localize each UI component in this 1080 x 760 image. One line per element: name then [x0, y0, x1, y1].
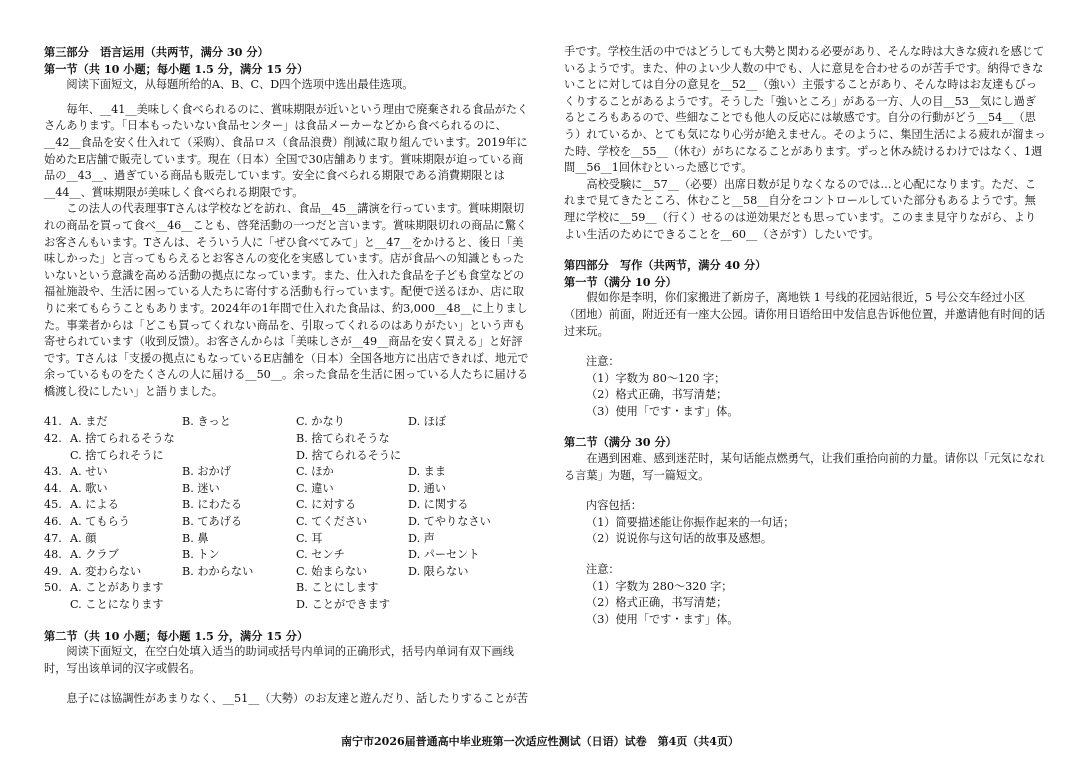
section1-instructions: 阅读下面短文，从每题所给的A、B、C、D四个选项中选出最佳选项。 — [66, 78, 414, 92]
content-label: 内容包括： — [586, 499, 642, 513]
option-row: 47. A. 顔 B. 鼻 C. 耳 D. 声 — [44, 531, 435, 545]
option-row: 50. A. ことがあります B. ことにします — [44, 581, 379, 595]
passage2-paragraph-1: 手です。学校生活の中ではどうしても大勢と関わる必要があり、そんな時は大きな疲れを感じているようです。また、仲のよい少人数の中でも、人に意見を合わせるのが苦手です。納得できないことに対しては自分の意見を__52__（強い）主張することがあり、そんな時はお友達もびっくりすることがあるようです。そうした「強いところ」がある一方、人の目__53__気にし過ぎるところもあるので、些細なことでも他人の反応には敏感です。自分の行動がどう__54__（思う）れているか、とても気になり心労が絶えません。そのように、集団生活による疲れが溜まった時、学校を__55__（休む）がちになることがあります。ずっと休み続けるわけではなく、1週間__56__1回休むといった感じです。 — [564, 45, 1046, 175]
option-row: C. 捨てられそうに D. 捨てられるそうに — [70, 448, 402, 462]
passage1-paragraph-1: 毎年、__41__美味しく食べられるのに、賞味期限が近いという理由で廃棄される食品がたくさんあります。「日本もったいない食品センター」は食品メーカーなどから食べられるのに、__42__食品を安く仕入れて（采购）、食品ロス（食品浪费）削減に取り組んでいます。2019年に始めたE店舗で販売しています。現在（日本）全国で30店舗あります。賞味期限が迫っている商品の__43__、過ぎている商品も販売しています。安全に食べられる期限である消費期限とは__44__、賞味期限が美味しく食べられる期限です。 — [44, 102, 529, 199]
writing1-prompt: 假如你是李明，你们家搬进了新房子，离地铁 1 号线的花园站很近，5 号公交车经过小区（团地）前面，附近还有一座大公园。请你用日语给田中发信息告诉他位置，并邀请他有时间的话过来玩。 — [564, 291, 1046, 338]
content-item: （2）说说你与这句话的故事及感想。 — [586, 532, 773, 546]
writing2-title: 第二节（满分 30 分） — [564, 435, 677, 450]
notes1-item: （3）使用「です・ます」体。 — [586, 404, 739, 418]
option-row: 42. A. 捨てられるそうな B. 捨てられそうな — [44, 432, 390, 446]
notes1-item: （1）字数为 80～120 字； — [586, 371, 726, 385]
option-row: 41. A. まだ B. きっと C. かなり D. ほぼ — [44, 415, 447, 429]
section1-title: 第一节（共 10 小题；每小题 1.5 分，满分 15 分） — [44, 61, 309, 76]
notes2-item: （1）字数为 280～320 字； — [586, 579, 733, 593]
notes2-label: 注意： — [586, 563, 620, 577]
option-row: 43. A. せい B. おかげ C. ほか D. まま — [44, 465, 447, 479]
content-item: （1）简要描述能让你振作起来的一句话； — [586, 515, 795, 529]
option-row: 49. A. 変わらない B. わからない C. 始まらない D. 限らない — [44, 564, 469, 578]
option-row: 46. A. てもらう B. てあげる C. てください D. てやりなさい — [44, 515, 491, 529]
writing2-prompt: 在遇到困难、感到迷茫时，某句话能点燃勇气，让我们重拾向前的力量。请你以「元気になれる言葉」为题，写一篇短文。 — [564, 452, 1046, 482]
right-column — [564, 44, 1046, 628]
option-row: 44. A. 歌い B. 迷い C. 違い D. 通い — [44, 481, 447, 495]
part3-title: 第三部分 语言运用（共两节，满分 30 分） — [44, 45, 269, 59]
options-list — [44, 414, 532, 613]
notes1-item: （2）格式正确，书写清楚； — [586, 388, 728, 402]
passage1-paragraph-2: この法人の代表理事Tさんは学校などを訪れ、食品__45__講演を行っています。賞味期限切れの商品を買って食べ__46__ことも、啓発活動の一つだと言います。賞味期限切れの商品に驚くお客さんもいます。Tさんは、そういう人に「ぜひ食べてみて」と__47__をかけると、後日「美味しかった」と言ってもらえるとお客さんの変化を実感しています。店が食品への知識ともったいないという意識を高める活動の拠点になっています。また、仕入れた食品を子ども食堂などの福祉施設や、生活に困っている人たちに寄付する活動も行っています。配便で送るほか、店に取りに来てもらうこともあります。2024年の1年間で仕入れた食品は、約3,000__48__に上りました。事業者からは「どこも買ってくれない商品を、引取ってくれるのはありがたい」という声も寄せられています（收到反馈）。お客さんからは「美味しさが__49__商品を安く買える」と好評です。Tさんは「支援の拠点にもなっているE店舗を（日本）全国各地方に出店できれば、地元で余っているものをたくさんの人に届ける__50__。余った食品を生活に困っている人たちに届ける橋渡し役にしたい」と語りました。 — [44, 202, 529, 398]
notes2-item: （2）格式正确，书写清楚； — [586, 596, 728, 610]
notes2-item: （3）使用「です・ます」体。 — [586, 612, 739, 626]
option-row: 48. A. クラブ B. トン C. センチ D. パーセント — [44, 548, 480, 562]
section2-title: 第二节（共 10 小题；每小题 1.5 分，满分 15 分） — [44, 628, 309, 643]
writing1-title: 第一节（满分 10 分） — [564, 274, 677, 289]
passage2-paragraph-2: 高校受験に__57__（必要）出席日数が足りなくなるのでは…と心配になります。ただ、これまで見てきたところ、休むこと__58__自分をコントロールしていた部分もあるようです。無理に学校に__59__（行く）せるのは逆効果だとも思っています。このまま見守りながら、よりよい生活のためにできることを__60__（さがす）したいです。 — [564, 177, 1037, 241]
left-column — [44, 44, 532, 708]
page-footer: 南宁市2026届普通高中毕业班第一次适应性测试（日语）试卷 第4页（共4页） — [341, 735, 739, 748]
section2-instructions: 阅读下面短文，在空白处填入适当的助词或括号内单词的正确形式，括号内单词有双下画线时，写出该单词的汉字或假名。 — [44, 645, 514, 675]
passage2-start: 息子には協調性があまりなく、__51__（大勢）のお友達と遊んだり、話したりすることが苦 — [66, 692, 528, 706]
option-row: 45. A. による B. にわたる C. に対する D. に関する — [44, 498, 469, 512]
option-row: C. ことになります D. ことができます — [70, 598, 390, 611]
part4-title: 第四部分 写作（共两节，满分 40 分） — [564, 258, 767, 273]
notes1-label: 注意： — [586, 355, 620, 369]
